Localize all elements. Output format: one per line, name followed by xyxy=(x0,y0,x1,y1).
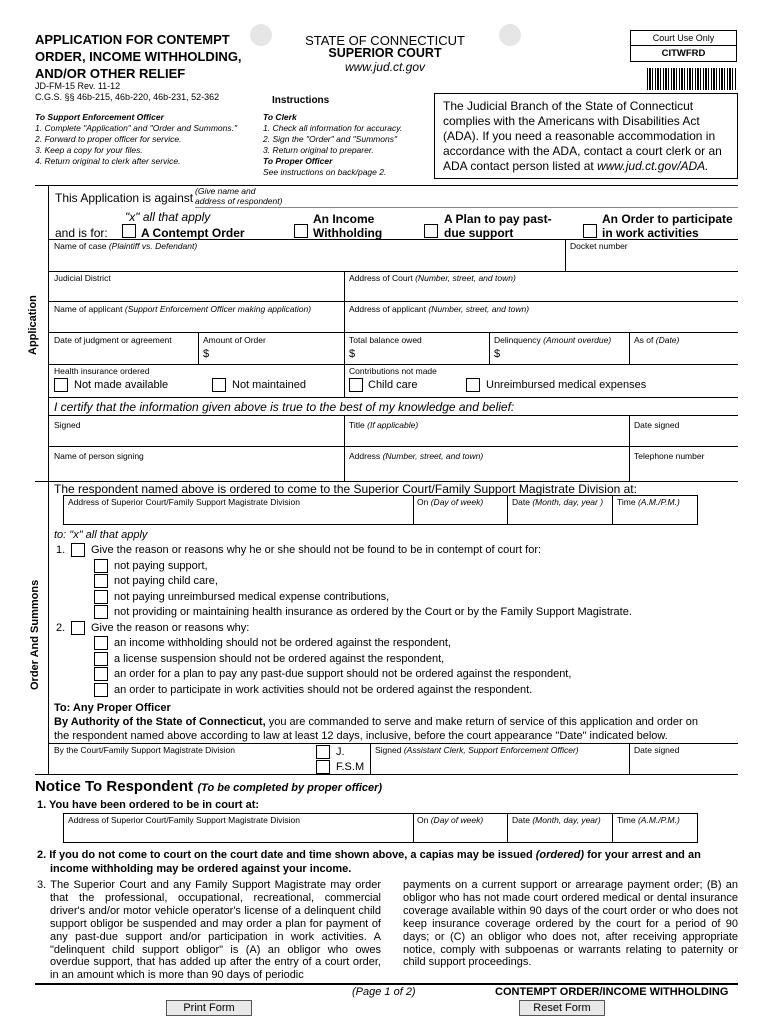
income-checkbox[interactable] xyxy=(294,224,308,238)
reason2-sub-text: an income withholding should not be ordered against the respondent, xyxy=(114,637,451,649)
applicant-address-label xyxy=(349,304,529,314)
reason2-sub-text: a license suspension should not be ordered against the respondent, xyxy=(114,653,445,665)
page-number: (Page 1 of 2) xyxy=(352,986,416,998)
label-text: Address xyxy=(349,451,381,461)
contempt-label: A Contempt Order xyxy=(141,226,245,240)
label-text: Date xyxy=(512,497,530,507)
divider xyxy=(344,446,345,482)
name-signing-label: Name of person signing xyxy=(54,451,144,461)
form-title xyxy=(35,31,242,82)
ada-text: The Judicial Branch of the State of Connecticut complies with the Americans with Disabilities Act (ADA). If you need a reasonable accommodation in accordance with the ADA, contact a court clerk or an ADA contact person listed at xyxy=(443,99,722,173)
authority-text-2: the respondent named above according to law at least 12 days, inclusive, before the court appearance "Date" indicated below. xyxy=(54,730,668,742)
reason2-sub-checkbox[interactable] xyxy=(94,636,108,650)
work-label xyxy=(602,212,733,240)
reason1-sub-checkbox[interactable] xyxy=(94,574,108,588)
ordered-text: The respondent named above is ordered to come to the Superior Court/Family Support Magistrate Division at: xyxy=(54,482,637,496)
label-text: Address of applicant xyxy=(349,304,427,314)
plan-label xyxy=(444,212,552,240)
label-text: On xyxy=(417,497,429,507)
reason2-checkbox[interactable] xyxy=(71,621,85,635)
health-label: Health insurance ordered xyxy=(54,366,150,376)
to-officer: To: Any Proper Officer xyxy=(54,702,171,714)
reset-form-button[interactable]: Reset Form xyxy=(519,1000,605,1016)
ada-link[interactable]: www.jud.ct.gov/ADA. xyxy=(597,159,709,173)
divider xyxy=(344,301,345,332)
divider xyxy=(344,364,345,397)
contempt-checkbox[interactable] xyxy=(122,224,136,238)
not-available-label: Not made available xyxy=(74,379,169,391)
notice-on-label xyxy=(417,815,483,825)
not-available-checkbox[interactable] xyxy=(54,378,68,392)
date-signed-label: Date signed xyxy=(634,420,680,430)
divider xyxy=(413,495,414,525)
reason2-sub-text: an order for a plan to pay any past-due support should not be ordered against the respondent, xyxy=(114,668,572,680)
divider xyxy=(48,481,49,774)
against-label: This Application is against xyxy=(55,191,194,205)
hint-line: address of respondent) xyxy=(195,196,283,206)
divider xyxy=(489,332,490,364)
reason2-sub-checkbox[interactable] xyxy=(94,683,108,697)
reason1-sub-text: not paying child care, xyxy=(114,575,218,587)
notice-date-label xyxy=(512,815,601,825)
barcode xyxy=(647,68,737,90)
instructions-sseo xyxy=(35,112,237,167)
instruction-item: 3. Return original to preparer. xyxy=(263,145,374,155)
divider xyxy=(35,983,738,985)
form-title-line: ORDER, INCOME WITHHOLDING, xyxy=(35,49,242,64)
label-hint: (Number, street, and town) xyxy=(428,304,530,314)
reason1-sub-text: not paying unreimbursed medical expense contributions, xyxy=(114,591,390,603)
divider xyxy=(507,813,508,843)
divider xyxy=(48,239,738,240)
label-line: An Order to participate xyxy=(602,212,733,226)
label-hint: (Amount overdue) xyxy=(543,335,612,345)
label-hint: (Number, street, and town) xyxy=(382,451,484,461)
reason2-number: 2. xyxy=(56,622,66,634)
contrib-label: Contributions not made xyxy=(349,366,437,376)
notice-time-label xyxy=(617,815,680,825)
instruction-item: See instructions on back/page 2. xyxy=(263,167,387,177)
label-text: Time xyxy=(617,815,636,825)
plan-checkbox[interactable] xyxy=(424,224,438,238)
divider xyxy=(370,743,371,774)
notice-address-label: Address of Superior Court/Family Support Magistrate Division xyxy=(68,815,300,825)
notice-p2-line2: income withholding may be ordered against your income. xyxy=(50,863,352,875)
amount-label: Amount of Order xyxy=(203,335,266,345)
divider xyxy=(48,301,738,302)
statutes: C.G.S. §§ 46b-215, 46b-220, 46b-231, 52-362 xyxy=(35,92,220,102)
instruction-item: 2. Forward to proper officer for service. xyxy=(35,134,182,144)
reason2-sub-text: an order to participate in work activities should not be ordered against the respondent. xyxy=(114,684,533,696)
p2-text: 2. If you do not come to court on the court date and time shown above, a capias may be issued xyxy=(37,849,536,861)
label-hint: (If applicable) xyxy=(367,420,419,430)
reason1-sub-checkbox[interactable] xyxy=(94,605,108,619)
state-name: STATE OF CONNECTICUT xyxy=(305,33,465,48)
instruction-item: 1. Complete "Application" and "Order and Summons." xyxy=(35,123,238,133)
order-on-label xyxy=(417,497,483,507)
divider xyxy=(35,774,738,775)
divider xyxy=(344,415,345,446)
divider xyxy=(35,185,738,186)
not-maintained-label: Not maintained xyxy=(232,379,306,391)
unreimbursed-checkbox[interactable] xyxy=(466,378,480,392)
instructions-heading: Instructions xyxy=(272,95,330,106)
unreimbursed-label: Unreimbursed medical expenses xyxy=(486,379,647,391)
instructions-clerk-heading: To Clerk xyxy=(263,112,297,122)
reason2-sub-checkbox[interactable] xyxy=(94,667,108,681)
divider xyxy=(198,332,199,364)
label-hint: (Plaintiff vs. Defendant) xyxy=(108,241,198,251)
label-text: As of xyxy=(634,335,654,345)
total-balance-label: Total balance owed xyxy=(349,335,422,345)
child-care-label: Child care xyxy=(368,379,418,391)
label-hint: (A.M./P.M.) xyxy=(637,497,680,507)
label-hint: (Assistant Clerk, Support Enforcement Officer) xyxy=(403,745,579,755)
authority-text xyxy=(54,716,698,728)
instructions-clerk xyxy=(263,112,402,178)
label-text: Name of case xyxy=(54,241,107,251)
reason2-text: Give the reason or reasons why: xyxy=(91,622,250,634)
label-hint: (Day of week) xyxy=(430,815,484,825)
judge-label: J. xyxy=(336,746,345,758)
label-line: due support xyxy=(444,226,514,240)
p2-text: for your arrest and an xyxy=(584,849,701,861)
income-label xyxy=(313,212,382,240)
divider xyxy=(612,813,613,843)
judgment-date-label: Date of judgment or agreement xyxy=(54,335,172,345)
instruction-item: 3. Keep a copy for your files. xyxy=(35,145,143,155)
notice-p1: 1. You have been ordered to be in court at: xyxy=(37,799,260,811)
p2-italic: (ordered) xyxy=(535,849,585,861)
label-text: Address of Court xyxy=(349,273,413,283)
notice-p2 xyxy=(37,849,701,861)
instructions-officer-heading: To Proper Officer xyxy=(263,156,333,166)
footer-form-title: CONTEMPT ORDER/INCOME WITHHOLDING xyxy=(495,986,729,998)
divider xyxy=(48,397,738,398)
and-for-label: and is for: xyxy=(55,226,108,240)
fsm-label: F.S.M xyxy=(336,761,365,773)
divider xyxy=(565,239,566,271)
divider xyxy=(48,271,738,272)
decorative-circle xyxy=(250,24,272,46)
divider xyxy=(48,415,738,416)
label-text: Name of applicant xyxy=(54,304,123,314)
reason1-sub-checkbox[interactable] xyxy=(94,559,108,573)
reason1-sub-text: not providing or maintaining health insurance as ordered by the Court or by the Family Support Magistrate. xyxy=(114,606,632,618)
ada-notice xyxy=(434,93,738,179)
label-text: Delinquency xyxy=(494,335,541,345)
reason2-sub-checkbox[interactable] xyxy=(94,652,108,666)
respondent-field[interactable] xyxy=(195,207,738,208)
divider xyxy=(344,332,345,364)
label-line: in work activities xyxy=(602,226,699,240)
reason1-checkbox[interactable] xyxy=(71,543,85,557)
authority-rest: you are commanded to serve and make return of service of this application and order on xyxy=(265,716,698,728)
divider xyxy=(629,743,630,774)
as-of-label xyxy=(634,335,679,345)
divider xyxy=(629,415,630,446)
form-title-line: APPLICATION FOR CONTEMPT xyxy=(35,32,230,47)
label-hint: (Month, day, year) xyxy=(532,815,601,825)
divider xyxy=(612,495,613,525)
court-address-label xyxy=(349,273,516,283)
label-text: Time xyxy=(617,497,636,507)
label-hint: (Day of week) xyxy=(430,497,484,507)
court-use-box xyxy=(630,30,737,62)
notice-p3-right: payments on a current support or arrearage payment order; (B) an obligor who has not made court ordered medical or dental insurance coverage available within 90 days of the court order or who does not keep insurance coverage ordered by the court for a period of 90 days; or (C) an obligor who does not, after receiving appropriate notice, comply with subpoenas or warrants relating to paternity or child support proceedings. xyxy=(403,879,738,969)
notice-title xyxy=(35,778,382,796)
label-hint: (Month, day, year ) xyxy=(532,497,604,507)
reason1-number: 1. xyxy=(56,544,66,556)
signed-label: Signed xyxy=(54,420,81,430)
decorative-circle xyxy=(499,24,521,46)
divider xyxy=(48,364,738,365)
total-dollar: $ xyxy=(349,348,356,360)
address-label xyxy=(349,451,483,461)
delinquency-label xyxy=(494,335,611,345)
label-text: Title xyxy=(349,420,365,430)
form-code: CITWFRD xyxy=(661,48,706,59)
divider xyxy=(48,332,738,333)
applicant-label xyxy=(54,304,311,314)
instruction-item: 4. Return original to clerk after service. xyxy=(35,156,181,166)
order-date-signed-label: Date signed xyxy=(634,745,680,755)
child-care-checkbox[interactable] xyxy=(349,378,363,392)
form-title-line: AND/OR OTHER RELIEF xyxy=(35,66,186,81)
signed-ac-label xyxy=(375,745,579,755)
jd-label: Judicial District xyxy=(54,273,111,283)
website: www.jud.ct.gov xyxy=(344,60,426,74)
delinquency-dollar: $ xyxy=(494,348,501,360)
judge-checkbox[interactable] xyxy=(316,745,330,759)
label-hint: (Date) xyxy=(655,335,680,345)
docket-label: Docket number xyxy=(570,241,628,251)
label-text: Date xyxy=(512,815,530,825)
order-time-label xyxy=(617,497,680,507)
fsm-checkbox[interactable] xyxy=(316,760,330,774)
by-court-label: By the Court/Family Support Magistrate Division xyxy=(54,745,235,755)
label-hint: (A.M./P.M.) xyxy=(637,815,680,825)
amount-dollar: $ xyxy=(203,348,210,360)
label-hint: (Number, street, and town) xyxy=(415,273,516,283)
divider xyxy=(344,271,345,301)
divider xyxy=(413,813,414,843)
court-name: SUPERIOR COURT xyxy=(328,46,442,60)
hint-line: (Give name and xyxy=(195,186,256,196)
section-label-application: Application xyxy=(27,295,39,355)
label-text: Signed xyxy=(375,745,402,755)
label-line: A Plan to pay past- xyxy=(444,212,552,226)
phone-label: Telephone number xyxy=(634,451,705,461)
not-maintained-checkbox[interactable] xyxy=(212,378,226,392)
case-name-label xyxy=(54,241,197,251)
instruction-item: 2. Sign the "Order" and "Summons" xyxy=(263,134,397,144)
order-address-label: Address of Superior Court/Family Support Magistrate Division xyxy=(68,497,300,507)
notice-title-hint: (To be completed by proper officer) xyxy=(197,782,383,794)
notice-p3-left: 3. The Superior Court and any Family Support Magistrate may order that the professional, occupational, recreational, commercial driver's and/or motor vehicle operator's license of a delinquent child support obligor be suspended and may order a plan for payment of any past-due support and/or participation in work activities. A "delinquent child support obligor" is (A) an obligor who owes overdue support, that has added up after the entry of a court order, in an amount which is more than 90 days of periodic xyxy=(37,879,381,982)
divider xyxy=(629,332,630,364)
court-use-label: Court Use Only xyxy=(631,31,736,46)
form-number: JD-FM-15 Rev. 11-12 xyxy=(35,81,121,91)
divider xyxy=(48,185,49,482)
divider xyxy=(507,495,508,525)
work-checkbox[interactable] xyxy=(583,224,597,238)
instructions-sseo-heading: To Support Enforcement Officer xyxy=(35,112,164,122)
instruction-item: 1. Check all information for accuracy. xyxy=(263,123,403,133)
reason1-sub-text: not paying support, xyxy=(114,560,208,572)
label-text: On xyxy=(417,815,429,825)
label-line: An Income xyxy=(313,212,375,226)
order-date-label xyxy=(512,497,603,507)
x-all-label: "x" all that apply xyxy=(125,210,211,224)
reason1-text: Give the reason or reasons why he or she should not be found to be in contempt of court for: xyxy=(91,544,542,556)
print-form-button[interactable]: Print Form xyxy=(166,1000,252,1016)
authority-bold: By Authority of the State of Connecticut, xyxy=(54,716,266,728)
to-x-label: to: "x" all that apply xyxy=(54,529,148,541)
divider xyxy=(629,446,630,482)
label-line: Withholding xyxy=(313,226,383,240)
certify-text: I certify that the information given above is true to the best of my knowledge and belief: xyxy=(54,400,515,414)
against-hint xyxy=(195,186,282,206)
divider xyxy=(48,743,738,744)
label-hint: (Support Enforcement Officer making application) xyxy=(124,304,312,314)
reason1-sub-checkbox[interactable] xyxy=(94,590,108,604)
section-label-order: Order And Summons xyxy=(29,579,41,690)
divider xyxy=(48,446,738,447)
notice-title-text: Notice To Respondent xyxy=(35,778,194,795)
title-label xyxy=(349,420,418,430)
